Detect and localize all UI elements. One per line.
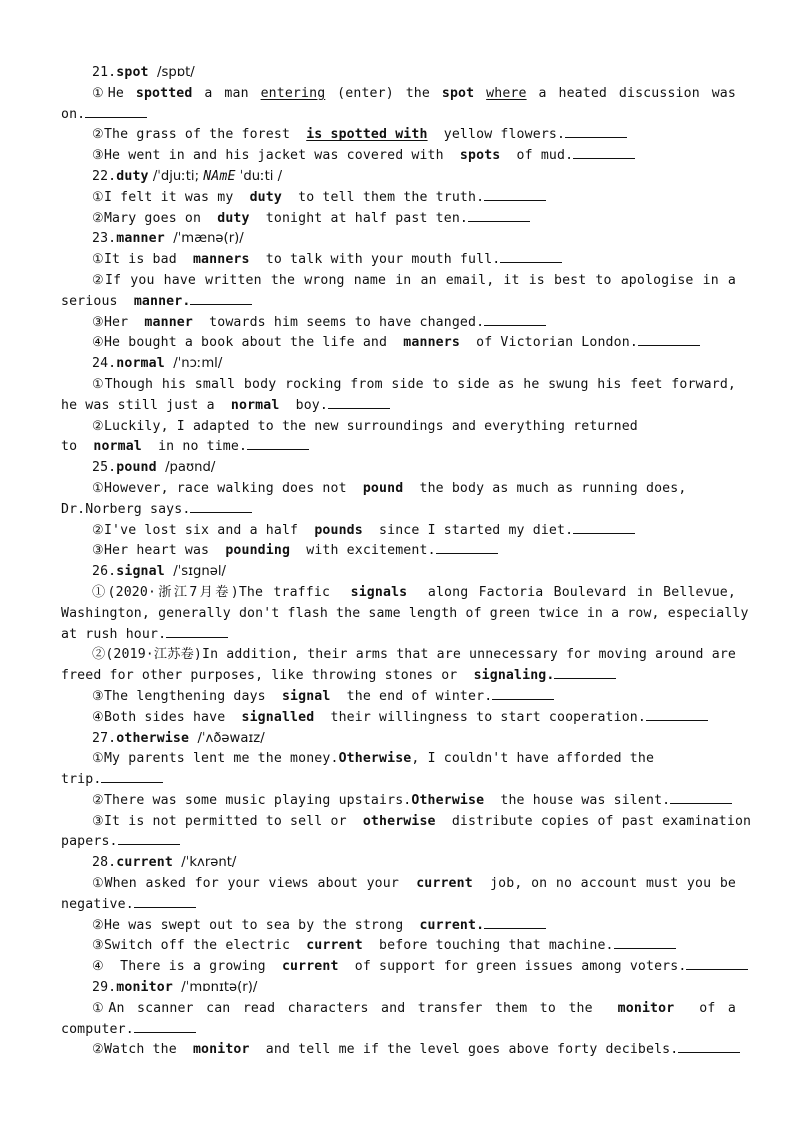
line-text: to bbox=[61, 439, 94, 455]
phonetic-text: /ˈʌðəwaɪz/ bbox=[189, 730, 265, 746]
line-text: ③It is not permitted to sell or bbox=[92, 813, 363, 829]
text-line bbox=[0, 562, 794, 583]
text-line bbox=[0, 292, 794, 313]
line-text: ②The grass of the forest bbox=[92, 127, 307, 143]
text-line bbox=[0, 645, 794, 666]
phonetic-text: /spɒt/ bbox=[148, 65, 195, 80]
keyword-text: is spotted with bbox=[306, 127, 428, 143]
keyword-text: manners bbox=[403, 335, 460, 351]
line-text: the end of winter. bbox=[330, 688, 493, 704]
keyword-text: current bbox=[116, 855, 173, 871]
text-line bbox=[0, 479, 794, 500]
keyword-text: signals bbox=[350, 584, 408, 600]
text-line bbox=[0, 791, 794, 812]
keyword-text: spot bbox=[116, 65, 149, 80]
answer-blank[interactable] bbox=[686, 957, 748, 970]
line-text: ②Luckily, I adapted to the new surroundings and everything returned bbox=[92, 418, 638, 434]
keyword-text: spot bbox=[441, 85, 475, 101]
answer-blank[interactable] bbox=[670, 791, 732, 804]
line-text: 21. bbox=[92, 65, 117, 80]
text-line bbox=[0, 853, 794, 874]
line-text: ①Though his small body rocking from side to side as he swung his feet forward, bbox=[92, 376, 736, 392]
line-text: and tell me if the level goes above forty decibels. bbox=[249, 1042, 679, 1058]
line-text: 25. bbox=[92, 460, 117, 476]
text-line bbox=[0, 583, 794, 604]
text-line bbox=[0, 375, 794, 396]
text-line bbox=[0, 396, 794, 417]
keyword-text: duty bbox=[116, 168, 149, 184]
line-text: , I couldn't have afforded the bbox=[411, 751, 655, 767]
line-text: ②Mary goes on bbox=[92, 210, 218, 226]
line-text: ③The lengthening days bbox=[92, 688, 282, 704]
line-text: where bbox=[486, 85, 527, 101]
phonetic-text: /ˈdjuːti; bbox=[148, 168, 204, 184]
line-text: ③Switch off the electric bbox=[92, 938, 307, 954]
line-text: distribute copies of past examination bbox=[435, 813, 752, 829]
line-text: of mud. bbox=[500, 148, 574, 164]
phonetic-text: /ˈmænə(r)/ bbox=[164, 231, 244, 247]
text-line bbox=[0, 250, 794, 271]
text-line bbox=[0, 354, 794, 375]
worksheet-page bbox=[0, 63, 794, 1061]
keyword-text: current bbox=[416, 876, 473, 892]
answer-blank[interactable] bbox=[468, 209, 530, 222]
text-line bbox=[0, 978, 794, 999]
text-line bbox=[0, 229, 794, 250]
line-text: trip. bbox=[61, 772, 102, 788]
answer-blank[interactable] bbox=[500, 250, 562, 263]
line-text: at rush hour. bbox=[61, 626, 167, 642]
line-text: the body as much as running does, bbox=[403, 480, 687, 496]
line-text: ①An scanner can read characters and transfer them to the bbox=[92, 1000, 618, 1016]
line-text: of a bbox=[674, 1000, 736, 1016]
line-text: ①When asked for your views about your bbox=[92, 876, 417, 892]
keyword-text: current. bbox=[419, 917, 485, 933]
text-line bbox=[0, 874, 794, 895]
line-text: ③Her bbox=[92, 314, 145, 330]
line-text: the house was silent. bbox=[484, 792, 671, 808]
answer-blank[interactable] bbox=[484, 188, 546, 201]
keyword-text: signalled bbox=[241, 709, 315, 725]
phonetic-text: /ˈnɔːml/ bbox=[164, 356, 223, 372]
line-text: towards him seems to have changed. bbox=[192, 314, 485, 330]
answer-blank[interactable] bbox=[565, 125, 627, 138]
answer-blank[interactable] bbox=[678, 1040, 740, 1053]
line-text: of support for green issues among voters. bbox=[338, 959, 687, 975]
phonetic-text: /ˈkʌrənt/ bbox=[172, 855, 237, 871]
line-text: negative. bbox=[61, 896, 134, 912]
line-text: ①(2020·浙江7月卷)The traffic bbox=[92, 584, 351, 600]
keyword-text: manner. bbox=[133, 293, 191, 309]
keyword-text: signaling. bbox=[473, 668, 555, 684]
text-line bbox=[0, 832, 794, 853]
text-line bbox=[0, 1020, 794, 1041]
text-line bbox=[0, 604, 794, 625]
keyword-text: duty bbox=[249, 189, 282, 205]
line-text: computer. bbox=[61, 1021, 134, 1037]
keyword-text: spotted bbox=[135, 85, 193, 101]
line-text: ②I've lost six and a half bbox=[92, 522, 315, 538]
answer-blank[interactable] bbox=[484, 916, 546, 929]
answer-blank[interactable] bbox=[190, 292, 252, 305]
line-text: of Victorian London. bbox=[459, 335, 638, 351]
phonetic-text: /paʊnd/ bbox=[156, 460, 216, 476]
answer-blank[interactable] bbox=[247, 437, 309, 450]
keyword-text: otherwise bbox=[116, 730, 190, 746]
text-line bbox=[0, 770, 794, 791]
line-text: Dr.Norberg says. bbox=[61, 501, 191, 517]
keyword-text: manners bbox=[192, 252, 250, 268]
keyword-text: monitor bbox=[192, 1042, 250, 1058]
answer-blank[interactable] bbox=[134, 1020, 196, 1033]
line-text: ②If you have written the wrong name in an email, it is best to apologise in a bbox=[92, 272, 736, 288]
line-text: ②He was swept out to sea by the strong bbox=[92, 917, 420, 933]
line-text: serious bbox=[61, 293, 134, 309]
line-text: (enter) the bbox=[325, 85, 442, 101]
keyword-text: pound bbox=[362, 480, 404, 496]
text-line bbox=[0, 916, 794, 937]
line-text: a heated discussion was bbox=[526, 85, 736, 101]
line-text: he was still just a bbox=[61, 397, 231, 413]
text-line bbox=[0, 500, 794, 521]
keyword-text: monitor bbox=[617, 1000, 675, 1016]
text-line bbox=[0, 687, 794, 708]
answer-blank[interactable] bbox=[573, 146, 635, 159]
line-text: ④He bought a book about the life and bbox=[92, 335, 404, 351]
answer-blank[interactable] bbox=[492, 687, 554, 700]
text-line bbox=[0, 271, 794, 292]
line-text: ①It is bad bbox=[92, 252, 193, 268]
line-text: 22. bbox=[92, 168, 117, 184]
line-text: NAmE bbox=[203, 168, 236, 184]
line-text: to tell them the truth. bbox=[281, 189, 485, 205]
line-text: 26. bbox=[92, 564, 117, 580]
line-text: job, on no account must you be bbox=[472, 876, 736, 892]
line-text: ②There was some music playing upstairs. bbox=[92, 792, 412, 808]
text-line bbox=[0, 749, 794, 770]
line-text: with excitement. bbox=[290, 543, 436, 559]
keyword-text: monitor bbox=[116, 980, 173, 996]
text-line bbox=[0, 188, 794, 209]
text-line bbox=[0, 708, 794, 729]
answer-blank[interactable] bbox=[190, 500, 252, 513]
line-text: tonight at half past ten. bbox=[249, 210, 469, 226]
phonetic-text: /ˈmɒnɪtə(r)/ bbox=[172, 980, 258, 996]
line-text: ①He bbox=[92, 85, 136, 101]
text-line bbox=[0, 209, 794, 230]
text-line bbox=[0, 458, 794, 479]
text-line bbox=[0, 313, 794, 334]
line-text: ④ There is a growing bbox=[92, 959, 282, 975]
answer-blank[interactable] bbox=[134, 895, 196, 908]
text-line bbox=[0, 666, 794, 687]
keyword-text: normal bbox=[230, 397, 280, 413]
text-line bbox=[0, 957, 794, 978]
line-text: 23. bbox=[92, 231, 117, 247]
text-line bbox=[0, 625, 794, 646]
answer-blank[interactable] bbox=[638, 333, 700, 346]
keyword-text: Otherwise bbox=[411, 792, 485, 808]
line-text: to talk with your mouth full. bbox=[249, 252, 501, 268]
line-text: in no time. bbox=[141, 439, 248, 455]
line-text: yellow flowers. bbox=[427, 127, 566, 143]
keyword-text: signal bbox=[281, 688, 331, 704]
answer-blank[interactable] bbox=[646, 708, 708, 721]
answer-blank[interactable] bbox=[101, 770, 163, 783]
line-text: boy. bbox=[279, 397, 328, 413]
text-line bbox=[0, 167, 794, 188]
answer-blank[interactable] bbox=[118, 832, 180, 845]
line-text: ③He went in and his jacket was covered with bbox=[92, 148, 460, 164]
phonetic-text: ˈduːti / bbox=[235, 168, 283, 184]
keyword-text: pound bbox=[116, 460, 157, 476]
line-text bbox=[474, 86, 486, 101]
line-text: 28. bbox=[92, 855, 117, 871]
keyword-text: current bbox=[281, 959, 339, 975]
keyword-text: current bbox=[306, 938, 363, 954]
line-text: freed for other purposes, like throwing stones or bbox=[61, 668, 474, 684]
line-text: on. bbox=[61, 106, 86, 122]
line-text: papers. bbox=[61, 834, 118, 850]
keyword-text: duty bbox=[217, 210, 250, 226]
text-line bbox=[0, 936, 794, 957]
answer-blank[interactable] bbox=[573, 521, 635, 534]
text-line bbox=[0, 417, 794, 438]
answer-blank[interactable] bbox=[166, 625, 228, 638]
line-text: ②Watch the bbox=[92, 1042, 193, 1058]
keyword-text: normal bbox=[93, 439, 142, 455]
keyword-text: manner bbox=[144, 314, 193, 330]
line-text: before touching that machine. bbox=[362, 938, 614, 954]
line-text: a man bbox=[192, 85, 261, 101]
line-text: entering bbox=[260, 85, 326, 101]
answer-blank[interactable] bbox=[85, 105, 147, 118]
keyword-text: Otherwise bbox=[338, 751, 412, 767]
answer-blank[interactable] bbox=[436, 541, 498, 554]
text-line bbox=[0, 84, 794, 105]
keyword-text: pounding bbox=[225, 543, 291, 559]
text-line bbox=[0, 729, 794, 750]
keyword-text: pounds bbox=[314, 522, 363, 538]
answer-blank[interactable] bbox=[614, 936, 676, 949]
phonetic-text: /ˈsɪgnəl/ bbox=[164, 564, 227, 580]
line-text: 24. bbox=[92, 356, 117, 372]
answer-blank[interactable] bbox=[484, 313, 546, 326]
text-line bbox=[0, 437, 794, 458]
line-text: ③Her heart was bbox=[92, 543, 226, 559]
text-line bbox=[0, 999, 794, 1020]
keyword-text: otherwise bbox=[362, 813, 436, 829]
line-text: ①I felt it was my bbox=[92, 189, 250, 205]
line-text: ①However, race walking does not bbox=[92, 480, 363, 496]
keyword-text: spots bbox=[459, 148, 501, 164]
line-text: ④Both sides have bbox=[92, 709, 242, 725]
line-text: 27. bbox=[92, 730, 117, 746]
answer-blank[interactable] bbox=[328, 396, 390, 409]
line-text: since I started my diet. bbox=[362, 522, 574, 538]
text-line bbox=[0, 333, 794, 354]
answer-blank[interactable] bbox=[554, 666, 616, 679]
line-text: ①My parents lent me the money. bbox=[92, 751, 339, 767]
text-line bbox=[0, 521, 794, 542]
line-text: ②(2019·江苏卷)In addition, their arms that are unnecessary for moving around are bbox=[92, 647, 736, 663]
line-text: 29. bbox=[92, 980, 117, 996]
text-line bbox=[0, 146, 794, 167]
text-line bbox=[0, 125, 794, 146]
keyword-text: normal bbox=[116, 356, 165, 372]
line-text: Washington, generally don't flash the same length of green twice in a row, especially bbox=[61, 605, 749, 621]
text-line bbox=[0, 895, 794, 916]
text-line bbox=[0, 541, 794, 562]
text-line bbox=[0, 105, 794, 126]
text-line bbox=[0, 1040, 794, 1061]
keyword-text: signal bbox=[116, 564, 165, 580]
text-line bbox=[0, 812, 794, 833]
line-text: their willingness to start cooperation. bbox=[314, 709, 646, 725]
line-text: along Factoria Boulevard in Bellevue, bbox=[407, 584, 736, 600]
keyword-text: manner bbox=[116, 231, 165, 247]
text-line bbox=[0, 63, 794, 84]
